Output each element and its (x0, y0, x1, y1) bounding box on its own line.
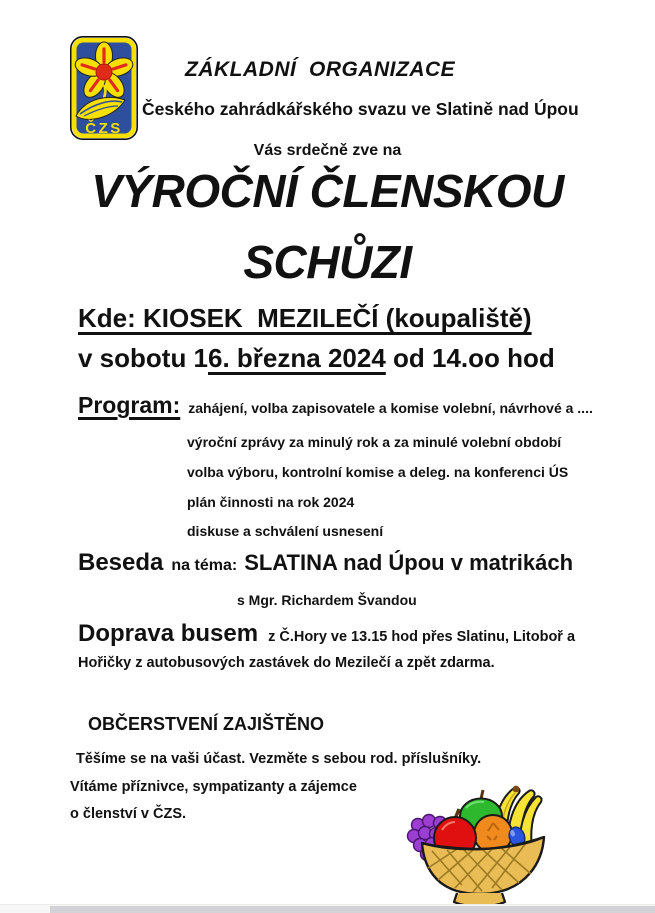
beseda-topic: SLATINA nad Úpou v matrikách (244, 550, 574, 575)
program-label: Program: (78, 392, 181, 418)
beseda-speaker: s Mgr. Richardem Švandou (237, 592, 417, 608)
refreshments-line: OBČERSTVENÍ ZAJIŠTĚNO (88, 714, 325, 734)
org-type-line: ZÁKLADNÍ ORGANIZACE (185, 58, 456, 81)
event-date-prefix: v sobotu 1 (78, 343, 209, 373)
fruit-basket-image (402, 781, 557, 907)
program-section (78, 392, 593, 418)
closing-line3: o členství v ČZS. (70, 806, 187, 822)
czs-logo (70, 36, 138, 140)
page-title-line2: SCHŮZI (243, 236, 412, 288)
program-item: výroční zprávy za minulý rok a za minulé volební období (187, 434, 562, 450)
event-date-underlined: 6. března 2024 (208, 343, 386, 373)
beseda-label: Beseda (78, 549, 164, 576)
program-item: diskuse a schválení usnesení (187, 523, 384, 539)
beseda-connector: na téma: (171, 557, 238, 574)
beseda-section (78, 549, 573, 577)
closing-line2: Vítáme příznivce, sympatizanty a zájemce (70, 779, 357, 795)
invitation-line: Vás srdečně zve na (253, 142, 402, 159)
closing-line1: Těšíme se na vaši účast. Vezměte s sebou rod. příslušníky. (76, 751, 482, 767)
program-item: zahájení, volba zapisovatele a komise volební, návrhové a .... (188, 400, 593, 416)
logo-abbr-text: ČZS (85, 120, 123, 137)
event-location-line: Kde: KIOSEK MEZILEČÍ (koupaliště) (78, 303, 532, 333)
page-title-line1: VÝROČNÍ ČLENSKOU (91, 165, 564, 217)
transport-line2: Hořičky z autobusových zastávek do Mezilečí a zpět zdarma. (78, 655, 495, 671)
org-name-line: Českého zahrádkářského svazu ve Slatině nad Úpou (142, 99, 579, 119)
transport-section (78, 620, 575, 648)
event-date-suffix: od 14.oo hod (385, 343, 555, 373)
scrollbar-thumb[interactable] (50, 906, 655, 913)
event-date-line (78, 344, 555, 374)
transport-label: Doprava busem (78, 620, 259, 647)
program-item: plán činnosti na rok 2024 (187, 494, 355, 510)
horizontal-scrollbar[interactable] (0, 904, 655, 913)
transport-line1: z Č.Hory ve 13.15 hod přes Slatinu, Litoboř a (268, 629, 576, 645)
program-item: volba výboru, kontrolní komise a deleg. na konferenci ÚS (187, 464, 569, 480)
